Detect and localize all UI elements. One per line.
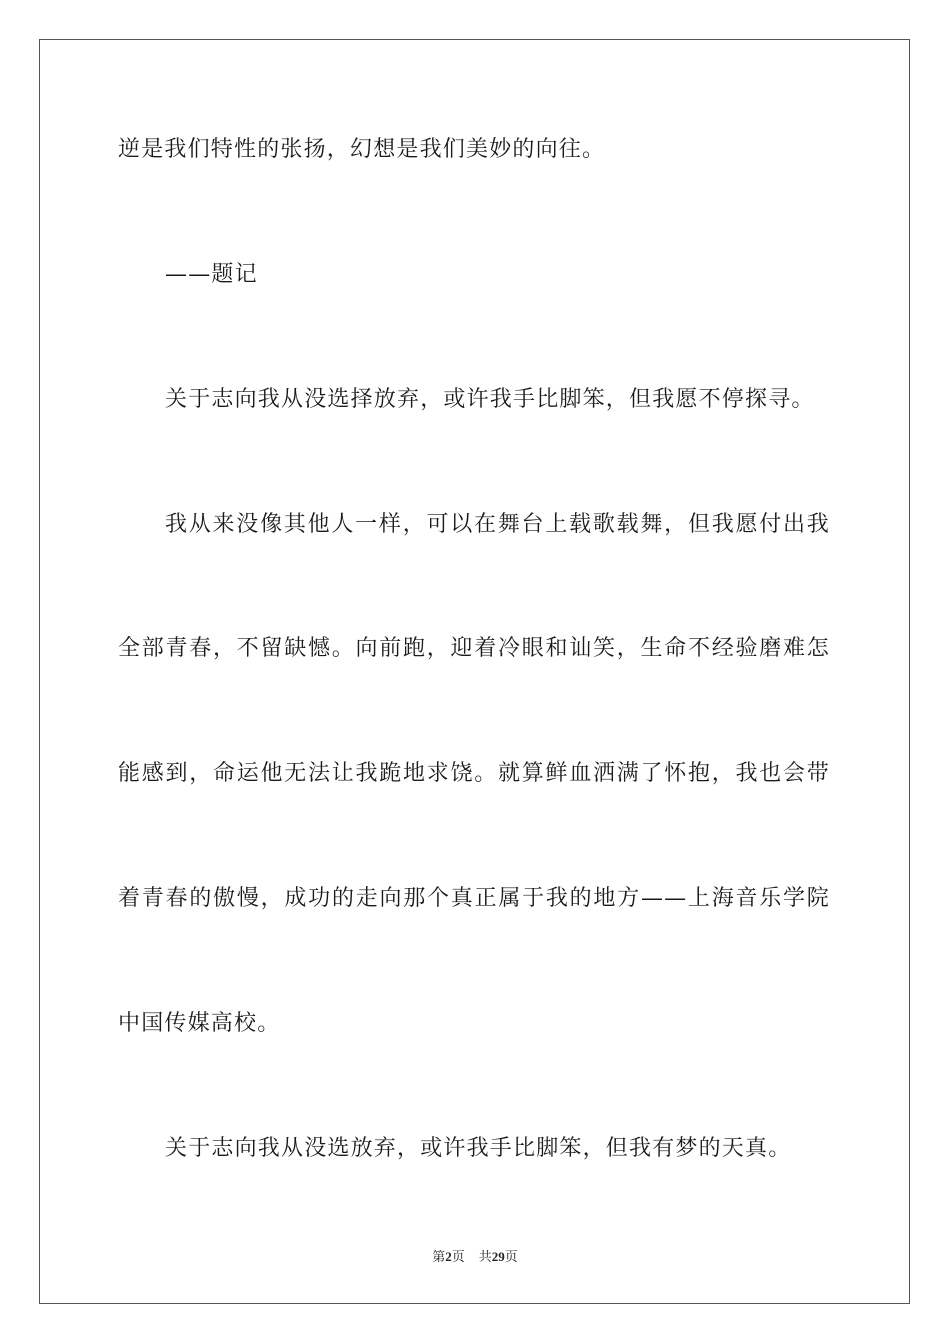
paragraph-line-7: 着青春的傲慢，成功的走向那个真正属于我的地方——上海音乐学院 [118,886,830,911]
paragraph-line-6: 能感到，命运他无法让我跪地求饶。就算鲜血洒满了怀抱，我也会带 [118,761,830,786]
paragraph-line-9: 关于志向我从没选放弃，或许我手比脚笨，但我有梦的天真。 [165,1136,792,1161]
inscription-line: ——题记 [165,262,258,287]
page-prefix: 第 [432,1249,446,1264]
paragraph-line-1: 逆是我们特性的张扬，幻想是我们美妙的向往。 [118,137,606,162]
paragraph-line-4: 我从来没像其他人一样，可以在舞台上载歌载舞，但我愿付出我 [165,512,830,537]
paragraph-line-5: 全部青春，不留缺憾。向前跑，迎着冷眼和讪笑，生命不经验磨难怎 [118,636,830,661]
page-border [39,39,910,1304]
total-prefix: 共 [478,1249,492,1264]
total-suffix: 页 [504,1249,518,1264]
page-suffix: 页 [451,1249,465,1264]
page-current: 2 [445,1249,452,1264]
paragraph-line-3: 关于志向我从没选择放弃，或许我手比脚笨，但我愿不停探寻。 [165,387,815,412]
paragraph-line-8: 中国传媒高校。 [118,1011,281,1036]
page-total: 29 [491,1249,505,1264]
page-footer [0,1246,950,1265]
